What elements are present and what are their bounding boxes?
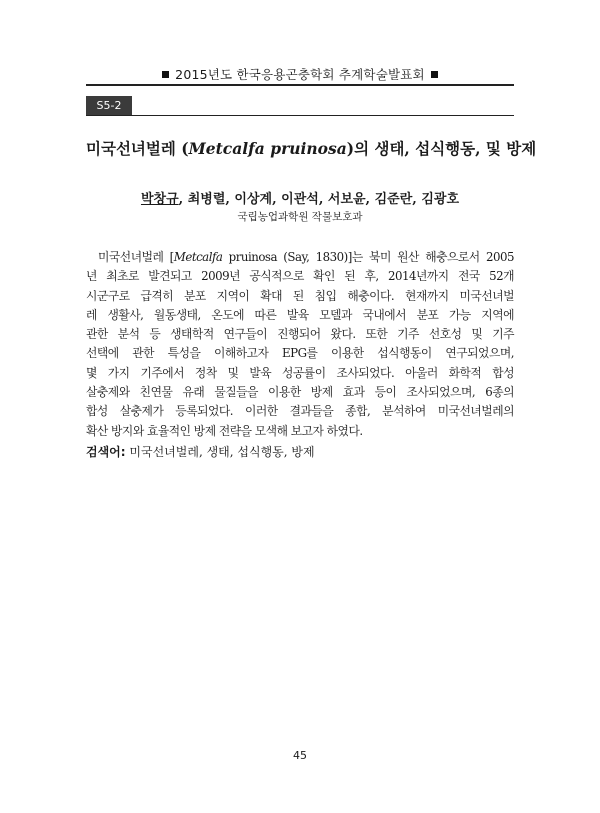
square-bullet-icon — [162, 71, 169, 78]
author-list — [86, 188, 514, 207]
abstract-line: 확산 방지와 효율적인 방제 전략을 모색해 보고자 하였다. — [86, 423, 363, 438]
abstract-line: 미국선녀벌레 [Metcalfa pruinosa (Say, 1830)]는 북미 원산 해충으로서 2005 — [98, 250, 514, 264]
abstract-line: 살충제와 친연물 유래 물질들을 이용한 방제 효과 등이 조사되었으며, 6종의 — [86, 385, 514, 400]
abstract-line: 시군구로 급격히 분포 지역이 확대 된 침입 해충이다. 현재까지 미국선녀벌 — [86, 288, 514, 303]
session-badge: S5-2 — [86, 96, 132, 115]
keywords-label: 검색어: — [86, 445, 126, 459]
title-species: Metcalfa pruinosa — [188, 139, 347, 158]
abstract-line: 선택에 관한 특성을 이해하고자 EPG를 이용한 섭식행동이 연구되었으며, — [86, 346, 514, 361]
page-number: 45 — [293, 749, 307, 762]
keywords-text: 미국선녀벌레, 생태, 섭식행동, 방제 — [125, 445, 315, 459]
abstract-body — [86, 248, 514, 441]
conference-header-text: 2015년도 한국응용곤충학회 추계학술발표회 — [175, 67, 425, 82]
keywords — [86, 443, 514, 460]
abstract-line: 레 생활사, 월동생태, 온도에 따른 발육 모델과 국내에서 분포 가능 지역에 — [86, 307, 514, 322]
abstract-line: 몇 가지 기주에서 정착 및 발육 성공률이 조사되었다. 아울러 화학적 합성 — [86, 365, 514, 380]
header-rule — [86, 84, 514, 86]
title-before: 미국선녀벌레 ( — [86, 139, 189, 158]
session-rule — [86, 115, 514, 116]
square-bullet-icon — [431, 71, 438, 78]
abstract-line: 관한 분석 등 생태학적 연구들이 진행되어 왔다. 또한 기주 선호성 및 기주 — [86, 327, 514, 342]
abstract-line: 년 최초로 발견되고 2009년 공식적으로 확인 된 후, 2014년까지 전국 52개 — [86, 269, 514, 284]
affiliation: 국립농업과학원 작물보호과 — [237, 211, 363, 223]
paper-title — [86, 137, 537, 159]
co-authors: , 최병렬, 이상계, 이관석, 서보윤, 김준란, 김광호 — [178, 192, 460, 207]
conference-header — [86, 65, 514, 83]
title-after: )의 생태, 섭식행동, 및 방제 — [346, 139, 537, 158]
abstract-line: 합성 살충제가 등록되었다. 이러한 결과들을 종합, 분석하여 미국선녀벌레의 — [86, 404, 514, 419]
presenting-author: 박창규 — [140, 192, 179, 207]
